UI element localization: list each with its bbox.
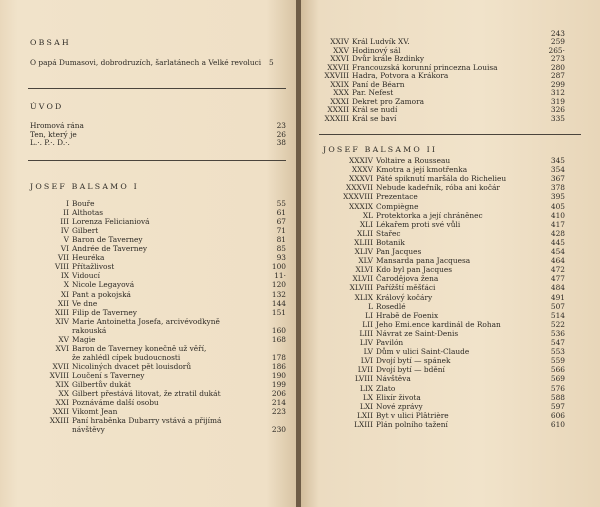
chapter-number: VIII: [54, 262, 69, 272]
chapter-number: XXI: [55, 398, 69, 408]
page-number: 428: [550, 228, 565, 238]
chapter-title: L.·. P.·. D.·.: [30, 138, 70, 148]
page-number: 265·: [548, 45, 565, 55]
chapter-title: Pan Jacques: [376, 247, 422, 256]
rule: [28, 160, 286, 161]
chapter-number: XXIX: [330, 79, 349, 89]
chapter-title: Nové zprávy: [376, 401, 423, 411]
intro-page: 5: [269, 58, 274, 67]
page-number: 484: [550, 283, 565, 293]
toc-entry: [351, 165, 565, 175]
chapter-title: Francouzská korunní princezna Louisa: [352, 62, 498, 72]
right-page: [301, 0, 600, 507]
chapter-number: XXXI: [330, 96, 349, 106]
chapter-number: V: [63, 235, 69, 245]
page-number: 514: [550, 310, 565, 320]
chapter-title: Dekret pro Zamora: [352, 96, 425, 106]
chapter-number: XI: [60, 289, 69, 299]
page-number: 606: [550, 410, 565, 420]
chapter-title: návštěvy: [72, 425, 105, 435]
chapter-number: XXX: [333, 88, 349, 98]
chapter-title: Stařec: [376, 228, 401, 238]
chapter-title: Kmotra a její kmotřenka: [376, 165, 468, 175]
page-number: 151: [271, 307, 286, 317]
page-number: 93: [276, 253, 286, 263]
page-number: 319: [550, 96, 565, 106]
toc-entry: [362, 319, 565, 329]
section-heading-part1: JOSEF BALSAMO I: [30, 182, 139, 191]
chapter-number: XV: [58, 334, 69, 344]
chapter-number: XL: [362, 210, 373, 220]
page-number: 553: [550, 347, 565, 357]
chapter-number: XXXVI: [348, 174, 373, 184]
toc-entry: [63, 280, 286, 290]
chapter-number: XII: [57, 298, 69, 308]
page-number: 536: [550, 328, 565, 338]
page-number: 588: [550, 392, 565, 402]
chapter-title: Heuréka: [72, 253, 105, 263]
page-number: 312: [550, 88, 565, 98]
toc-entry: [66, 199, 286, 208]
page-number: 395: [550, 192, 565, 202]
chapter-number: XLIII: [354, 237, 373, 247]
page-number: 55: [276, 199, 286, 208]
chapter-number: XXIII: [49, 416, 69, 426]
chapter-number: XXII: [52, 407, 69, 417]
toc-entry: [354, 419, 565, 429]
page-number: 132: [271, 289, 286, 299]
chapter-title: Návštěva: [376, 374, 411, 384]
page-number: 206: [271, 389, 286, 399]
chapter-title: Botanik: [376, 237, 405, 247]
toc-entry: [348, 156, 565, 165]
toc-entry: [356, 410, 565, 420]
chapter-number: LVIII: [354, 374, 373, 384]
chapter-number: LIV: [359, 338, 373, 347]
chapter-title: Nicoliných dvacet pět louisdorů: [72, 361, 192, 371]
chapter-title: Lékařem proti své vůli: [376, 219, 461, 229]
page-number: 326: [550, 105, 565, 115]
chapter-title: Návrat ze Saint-Denis: [376, 328, 459, 338]
intro-line: O papá Dumasovi, dobrodruzích, šarlatánech a Velké revoluci: [30, 58, 262, 67]
chapter-number: XXVIII: [324, 71, 349, 81]
chapter-number: LX: [362, 392, 373, 402]
toc-entry: [354, 292, 565, 302]
chapter-title: Elixír života: [376, 392, 421, 402]
chapter-title: Nicole Legayová: [72, 280, 135, 290]
page-number: 354: [550, 165, 565, 175]
chapter-title: Ten, který je: [30, 129, 77, 139]
page-number: 547: [550, 338, 565, 347]
chapter-title: Magie: [72, 334, 96, 344]
toc-entry: [346, 183, 565, 193]
chapter-number: XXVI: [330, 54, 349, 64]
chapter-title: Páté spiknutí maršála do Richelieu: [376, 174, 507, 184]
chapter-number: XXXIV: [348, 156, 373, 165]
chapter-title: Hrabě de Foenix: [376, 310, 439, 320]
toc-entry: [352, 274, 565, 284]
chapter-number: XXV: [333, 45, 349, 55]
toc-entry: [60, 217, 286, 227]
chapter-title: Kdo byl pan Jacques: [376, 265, 453, 275]
chapter-title: Čarodějova žena: [376, 274, 439, 284]
chapter-number: L: [368, 301, 373, 311]
chapter-number: XXXIII: [324, 113, 349, 123]
toc-entry: [354, 237, 565, 247]
chapter-number: VII: [57, 253, 69, 263]
contents-heading: OBSAH: [30, 38, 71, 47]
chapter-number: LXIII: [354, 419, 373, 429]
toc-entry: [359, 401, 565, 411]
toc-entry: [54, 307, 286, 317]
page-number: 472: [550, 265, 565, 275]
chapter-number: XLV: [358, 256, 373, 266]
chapter-title: Gilbertův dukát: [72, 380, 131, 389]
toc-entry: [354, 247, 565, 256]
toc-entry: [52, 361, 286, 371]
rule: [319, 134, 581, 135]
page-number: 491: [550, 292, 565, 302]
page-number: 26: [276, 129, 286, 139]
chapter-number: XIII: [54, 307, 69, 317]
chapter-number: XXXVIII: [343, 192, 373, 202]
page-number: 223: [271, 407, 286, 417]
toc-entry: [55, 380, 286, 389]
page-number: 144: [271, 298, 286, 308]
chapter-title: Hadra, Potvora a Krákora: [352, 71, 449, 81]
page-number: 464: [550, 256, 565, 266]
toc-entry: [63, 208, 286, 218]
toc-entry: [362, 392, 565, 402]
chapter-title: Vidoucí: [72, 271, 101, 281]
chapter-title: Králový kočáry: [376, 292, 433, 302]
chapter-number: LXII: [356, 410, 373, 420]
page-number: 559: [550, 356, 565, 366]
toc-entry: [60, 226, 286, 236]
toc-entry: [57, 253, 286, 263]
toc-entry: [359, 328, 565, 338]
toc-entry: [362, 210, 565, 220]
page-number: 259: [550, 37, 565, 47]
toc-entry: [359, 383, 565, 393]
page-number: 85: [276, 244, 286, 254]
toc-entry: [54, 262, 286, 272]
chapter-title: Andrée de Taverney: [72, 244, 148, 254]
chapter-number: XIX: [55, 380, 69, 389]
chapter-title: Bouře: [72, 199, 95, 208]
toc-entry: [359, 219, 565, 229]
section-heading-part2: JOSEF BALSAMO II: [323, 145, 438, 154]
chapter-number: LIII: [359, 328, 373, 338]
toc-entry: [343, 192, 565, 202]
chapter-title: Nebude kadeřník, róba ani kočár: [376, 183, 500, 193]
chapter-number: XLIX: [354, 292, 373, 302]
chapter-number: XXXVII: [346, 183, 373, 193]
page-number: 454: [550, 247, 565, 256]
chapter-title: Byt v ulici Plâtrière: [376, 410, 449, 420]
chapter-title: Dům v ulici Saint-Claude: [376, 347, 470, 357]
chapter-number: IX: [60, 271, 69, 281]
page-number: 81: [276, 235, 286, 245]
section-heading-uvod: ÚVOD: [30, 102, 64, 111]
toc-entry: [348, 174, 565, 184]
chapter-title: Pant a pokojská: [72, 289, 131, 299]
page-number: 287: [550, 71, 565, 81]
toc-entry: [58, 389, 286, 399]
toc-entry: [356, 228, 565, 238]
page-number: 477: [550, 274, 565, 284]
chapter-title: Pavilón: [376, 338, 404, 347]
chapter-title: Dvojí bytí — spánek: [376, 356, 451, 366]
chapter-title: Dvojí bytí — bdění: [376, 365, 445, 375]
toc-entry: [60, 271, 286, 281]
toc-entry: [365, 310, 565, 320]
page-number: 610: [550, 419, 565, 429]
chapter-title: Plán polního tažení: [376, 419, 448, 429]
chapter-title: Vikomt Jean: [72, 407, 118, 417]
chapter-number: XLIV: [354, 247, 373, 256]
chapter-title: Ve dne: [72, 298, 98, 308]
page-number: 11·: [274, 271, 286, 281]
chapter-title: Prezentace: [376, 192, 418, 202]
page-number: 597: [550, 401, 565, 411]
chapter-title: Baron de Taverney konečně už věří,: [72, 343, 207, 353]
page-number: 178: [271, 352, 286, 362]
chapter-number: LIX: [359, 383, 373, 393]
page-number: 120: [271, 280, 286, 290]
chapter-title: rakouská: [72, 325, 107, 335]
page-number: 190: [271, 370, 286, 380]
toc-entry: [355, 265, 565, 275]
chapter-title: Marie Antoinetta Josefa, arcivévodkyně: [72, 316, 220, 326]
toc-entry: [72, 353, 286, 362]
page-number: 299: [550, 79, 565, 89]
chapter-title: Compiègne: [376, 201, 419, 211]
chapter-number: XIV: [55, 316, 69, 326]
toc-entry: [60, 289, 286, 299]
chapter-number: LI: [365, 310, 373, 320]
page-number: 566: [550, 365, 565, 375]
page-number: 168: [271, 334, 286, 344]
toc-entry: [55, 316, 286, 326]
chapter-title: Poznáváme další osobu: [72, 398, 159, 408]
page-number: 569: [550, 374, 565, 384]
chapter-title: že zahlédl cípek budoucnosti: [72, 352, 181, 362]
page-number: 186: [271, 361, 286, 371]
toc-entry: [354, 374, 565, 384]
chapter-title: Král se nudí: [352, 105, 398, 115]
chapter-number: LXI: [359, 401, 373, 411]
chapter-number: LVI: [360, 356, 373, 366]
page-number: 67: [276, 217, 286, 227]
chapter-title: Paní de Béarn: [352, 79, 405, 89]
toc-entry: [358, 256, 565, 266]
chapter-title: Par. Nefest: [352, 88, 394, 98]
chapter-title: Mansarda pana Jacquesa: [376, 256, 471, 266]
chapter-title: Rosedlé: [376, 301, 406, 311]
page-number: 378: [550, 183, 565, 193]
page-number: 38: [276, 138, 286, 148]
chapter-number: XLII: [356, 228, 373, 238]
page-number: 23: [276, 121, 286, 130]
page-number: 273: [550, 54, 565, 64]
page-number: 410: [550, 210, 565, 220]
chapter-title: Hromová rána: [30, 121, 84, 130]
chapter-title: Gilbert přestává litovat, že ztratil dukát: [72, 389, 221, 399]
chapter-title: Voltaire a Rousseau: [376, 156, 451, 165]
chapter-title: Král Ludvík XV.: [352, 37, 410, 47]
toc-entry: [55, 398, 286, 408]
chapter-number: VI: [60, 244, 69, 254]
chapter-number: XLVII: [352, 274, 373, 284]
toc-entry: [349, 283, 565, 293]
page-number: 71: [276, 226, 286, 236]
chapter-title: Lorenza Felicianiová: [72, 217, 150, 227]
page-number: 445: [550, 237, 565, 247]
chapter-number: I: [66, 199, 69, 208]
page-number: 199: [271, 380, 286, 389]
page-number: 230: [271, 425, 286, 435]
chapter-number: XVII: [52, 361, 69, 371]
page-number: 100: [271, 262, 286, 272]
toc-entry: [357, 365, 565, 375]
page-number: 61: [276, 208, 286, 218]
chapter-number: XVIII: [49, 370, 69, 380]
page-number: 507: [550, 301, 565, 311]
page-number: 214: [271, 398, 286, 408]
chapter-number: III: [60, 217, 69, 227]
page-number: 522: [550, 319, 565, 329]
toc-entry: [58, 334, 286, 344]
chapter-title: Jeho Emi.ence kardinál de Rohan: [376, 319, 501, 329]
page-number: 280: [550, 62, 565, 72]
chapter-title: Král se baví: [352, 113, 397, 123]
chapter-title: Zlato: [376, 383, 396, 393]
chapter-number: XXXII: [327, 105, 349, 115]
page-number: 417: [550, 219, 565, 229]
toc-entry: [368, 301, 565, 311]
chapter-number: XXVII: [327, 62, 349, 72]
page-number: 405: [550, 201, 565, 211]
toc-entry: [55, 343, 286, 353]
toc-entry: [30, 138, 286, 147]
chapter-number: XXXV: [351, 165, 373, 175]
left-page: [0, 0, 296, 507]
chapter-title: Althotas: [72, 208, 104, 218]
chapter-number: XXXIX: [349, 201, 373, 211]
chapter-title: Paní hraběnka Dubarry vstává a přijímá: [72, 416, 222, 426]
toc-entry: [360, 356, 565, 366]
toc-entry: [359, 338, 565, 347]
chapter-number: XLI: [359, 219, 373, 229]
chapter-number: XX: [58, 389, 69, 399]
toc-entry: [60, 244, 286, 254]
chapter-number: LVII: [357, 365, 373, 375]
chapter-number: IV: [60, 226, 69, 236]
toc-entry: [52, 407, 286, 417]
chapter-title: Baron de Taverney: [72, 235, 143, 245]
chapter-number: X: [63, 280, 69, 290]
toc-entry: [49, 370, 286, 380]
chapter-title: Protektorka a její chráněnec: [376, 210, 483, 220]
toc-entry: [324, 113, 565, 123]
toc-entry: [363, 347, 565, 357]
toc-entry: [72, 326, 286, 335]
chapter-title: Filip de Taverney: [72, 307, 137, 317]
chapter-number: LV: [363, 347, 373, 357]
chapter-number: XLVI: [355, 265, 373, 275]
toc-entry: [349, 201, 565, 211]
page-number: 576: [550, 383, 565, 393]
toc-entry: [72, 425, 286, 434]
toc-entry: [63, 235, 286, 245]
toc-entry: [57, 298, 286, 308]
chapter-number: LII: [362, 319, 373, 329]
page-number: 367: [550, 174, 565, 184]
page-number: 335: [550, 113, 565, 123]
rule: [28, 88, 286, 89]
chapter-title: Loučení s Taverney: [72, 370, 145, 380]
chapter-title: Přítažlivost: [72, 262, 115, 272]
chapter-number: XVI: [55, 343, 69, 353]
chapter-title: Hodinový sál: [352, 45, 401, 55]
page-number: 243: [550, 29, 565, 38]
chapter-number: XXIV: [330, 37, 349, 47]
chapter-number: XLVIII: [349, 283, 373, 293]
page-number: 345: [550, 156, 565, 165]
chapter-number: II: [63, 208, 69, 218]
chapter-title: Dvůr krále Bzdinky: [352, 54, 425, 64]
chapter-title: Pařížští měšťáci: [376, 283, 436, 293]
page-number: 160: [271, 325, 286, 335]
toc-entry: [49, 416, 286, 426]
chapter-title: Gilbert: [72, 226, 99, 236]
